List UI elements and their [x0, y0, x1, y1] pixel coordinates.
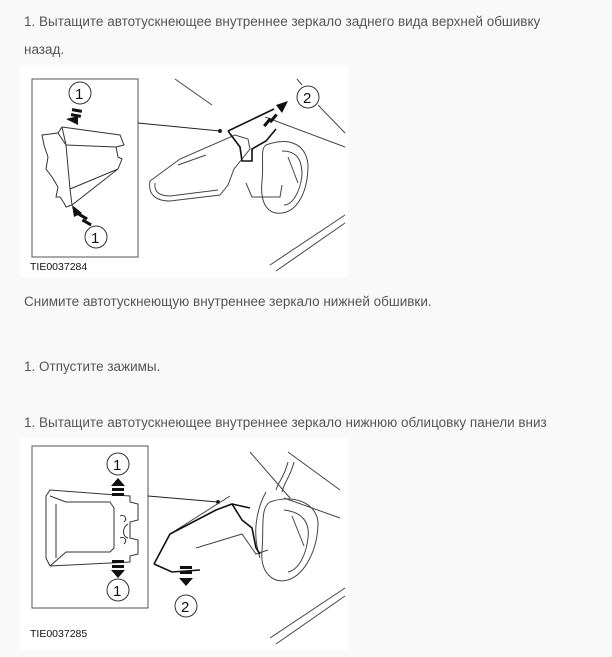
step-1-line-2: назад. [24, 42, 65, 57]
arrow-release-up [111, 478, 125, 496]
step-2-text: 1. Отпустите зажимы. [24, 359, 161, 374]
callout-1-top [69, 82, 91, 104]
mirror-lower-trim-diagram [20, 438, 348, 650]
figure-caption: TIE0037284 [30, 261, 88, 273]
svg-text:1: 1 [113, 583, 122, 600]
step-1-line-1: 1. Вытащите автотускнеющее внутреннее зеркало заднего вида верхней обшивку [24, 14, 541, 29]
arrow-pull-back [263, 101, 288, 127]
callout-1-top [107, 453, 129, 475]
callout-2 [297, 86, 319, 108]
figure-caption: TIE0037285 [30, 628, 88, 640]
step-3-text: 1. Вытащите автотускнеющее внутреннее зеркало нижнюю облицовку панели вниз [24, 415, 547, 430]
trim-outline-highlight [154, 504, 260, 572]
callout-1-bottom [85, 226, 107, 248]
mirror-upper-trim-diagram [20, 65, 348, 277]
svg-text:1: 1 [75, 86, 84, 103]
svg-text:2: 2 [181, 599, 190, 616]
callout-1-bottom [107, 579, 129, 601]
section-heading-lower-trim: Снимите автотускнеющую внутреннее зеркало нижней обшивки. [24, 294, 432, 309]
arrow-push-bottom [72, 205, 92, 226]
svg-text:1: 1 [91, 230, 100, 247]
callout-2 [175, 595, 197, 617]
svg-text:2: 2 [303, 90, 312, 107]
arrow-release-down [111, 560, 125, 578]
step-1-text [24, 8, 540, 64]
arrow-push-top [66, 108, 82, 125]
svg-text:1: 1 [113, 457, 122, 474]
figure-lower-trim [20, 438, 348, 650]
figure-upper-trim [20, 65, 348, 277]
arrow-pull-down [179, 566, 193, 586]
